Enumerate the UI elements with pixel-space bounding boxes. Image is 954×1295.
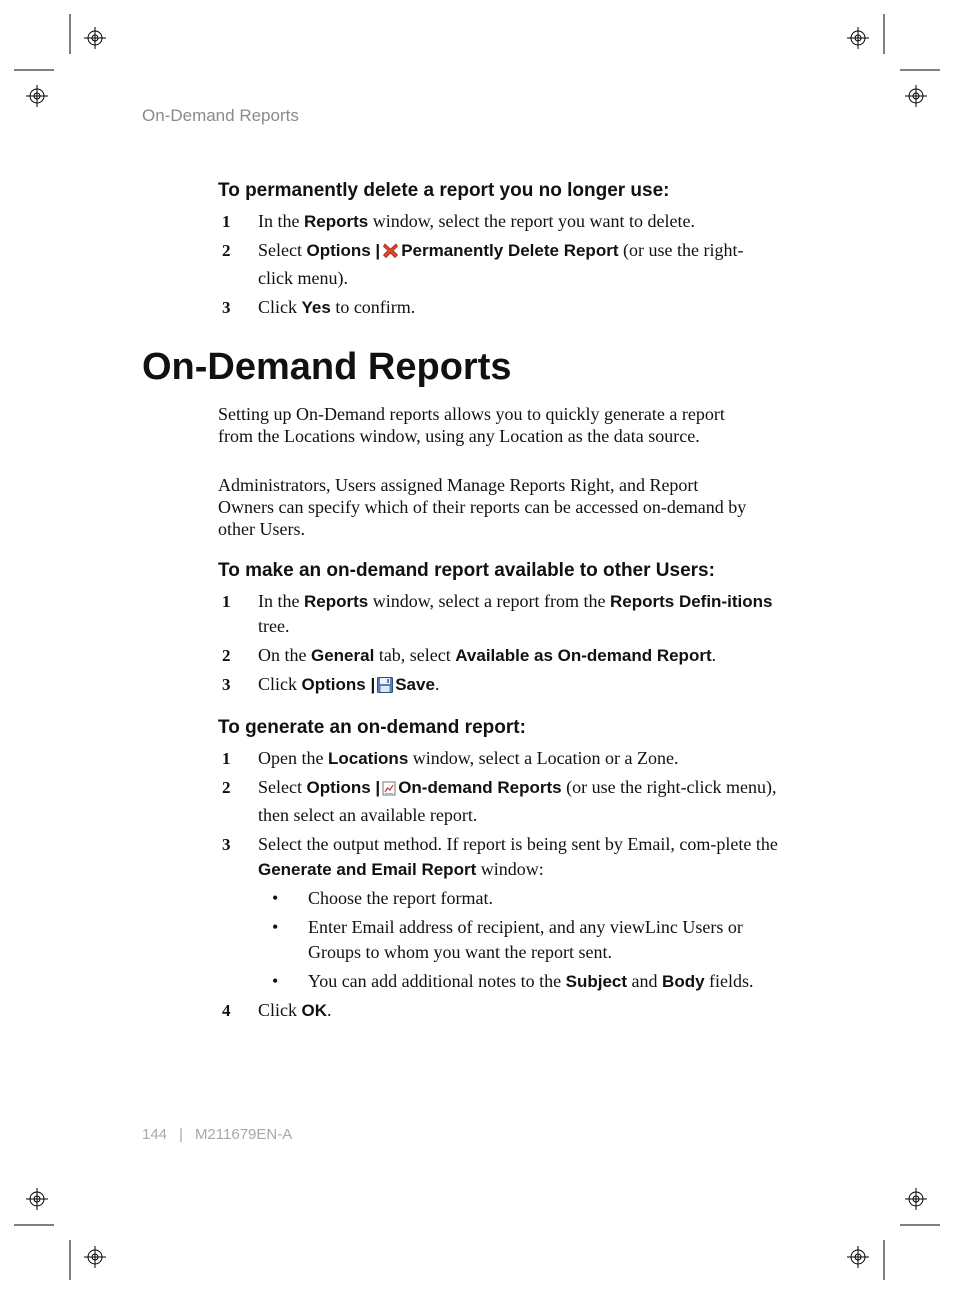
step-number: 2 — [222, 646, 231, 665]
step-item: 2 Select Options | Permanently Delete Report (or use the right-click menu). — [222, 240, 744, 288]
generate-procedure-heading: To generate an on-demand report: — [218, 717, 526, 738]
footer-separator: | — [179, 1126, 183, 1143]
bullet-item: • Enter Email address of recipient, and any viewLinc Users or Groups to whom you want the report sent. — [272, 917, 743, 962]
bullet-dot: • — [272, 888, 279, 908]
step-item: 1 Open the Locations window, select a Location or a Zone. — [218, 746, 778, 771]
ui-term: Generate and Email Report — [258, 860, 477, 879]
step-number: 2 — [222, 778, 231, 797]
ui-term: Permanently Delete Report — [401, 241, 619, 260]
bullet-dot: • — [272, 971, 279, 991]
running-header: On-Demand Reports — [142, 106, 299, 125]
bullet-item: • You can add additional notes to the Subject and Body fields. — [258, 969, 778, 994]
ui-term: Locations — [327, 749, 409, 768]
red-x-delete-icon — [382, 241, 399, 266]
bullet-list — [258, 886, 778, 994]
generate-steps — [218, 746, 778, 1027]
step-number: 1 — [222, 749, 231, 768]
registration-mark — [905, 85, 927, 107]
available-procedure-heading: To make an on-demand report available to other Users: — [218, 560, 715, 581]
ui-term: Subject — [565, 972, 628, 991]
step-item: 3 Select the output method. If report is being sent by Email, com-plete the Generate and Email Report window: • Choose the report format. • Enter Email address of recipient, and any viewLinc Users or Groups to whom you want the report sent. • You can add additional notes to the Subject and Body fields. — [218, 832, 778, 994]
registration-mark — [26, 1188, 48, 1210]
step-number: 2 — [222, 241, 231, 260]
ui-term: Yes — [301, 298, 331, 317]
intro-paragraph: Administrators, Users assigned Manage Reports Right, and Report Owners can specify which of their reports can be accessed on-demand by other Users. — [218, 475, 747, 539]
step-number: 3 — [222, 675, 231, 694]
registration-mark — [905, 1188, 927, 1210]
ui-term: Reports Defin-itions — [609, 592, 773, 611]
ui-term: Options | — [306, 241, 381, 260]
ui-term: Available as On-demand Report — [455, 646, 712, 665]
step-item: 3 Click Yes to confirm. — [218, 295, 778, 320]
step-number: 1 — [222, 212, 231, 231]
step-number: 1 — [222, 592, 231, 611]
section-title: On-Demand Reports — [142, 346, 512, 388]
ui-term: On-demand Reports — [398, 778, 562, 797]
ui-term: Options | — [306, 778, 381, 797]
step-number: 4 — [222, 1001, 231, 1020]
step-item: 1 In the Reports window, select a report from the Reports Defin-itions tree. — [222, 591, 773, 636]
ui-term: Save — [395, 675, 435, 694]
step-item: 2 On the General tab, select Available as On-demand Report. — [218, 643, 778, 668]
registration-mark — [847, 27, 869, 49]
registration-mark — [26, 85, 48, 107]
ui-term: OK — [301, 1001, 327, 1020]
report-document-icon — [382, 778, 396, 803]
step-item: 2 Select Options | On-demand Reports (or use the right-click menu), then select an available report. — [222, 777, 777, 825]
delete-procedure-heading: To permanently delete a report you no longer use: — [218, 180, 670, 201]
delete-steps — [218, 209, 778, 324]
step-number: 3 — [222, 298, 231, 317]
step-item: 3 Click Options | Save. — [218, 672, 778, 700]
available-steps — [218, 589, 778, 704]
ui-term: Reports — [303, 212, 369, 231]
document-id: M211679EN-A — [194, 1126, 293, 1143]
floppy-disk-save-icon — [377, 675, 393, 700]
intro-paragraph: Setting up On-Demand reports allows you to quickly generate a report from the Locations window, using any Location as the data source. — [218, 404, 725, 446]
step-item: 1 In the Reports window, select the report you want to delete. — [218, 209, 778, 234]
ui-term: Options | — [301, 675, 376, 694]
ui-term: Body — [662, 972, 705, 991]
bullet-dot: • — [272, 917, 279, 937]
registration-mark — [84, 27, 106, 49]
page-number: 144 — [142, 1126, 168, 1143]
registration-mark — [847, 1246, 869, 1268]
page-footer — [142, 1126, 292, 1143]
ui-term: General — [311, 646, 375, 665]
bullet-item: • Choose the report format. — [258, 886, 778, 911]
registration-mark — [84, 1246, 106, 1268]
step-number: 3 — [222, 835, 231, 854]
ui-term: Reports — [303, 592, 369, 611]
step-item: 4 Click OK. — [218, 998, 778, 1023]
